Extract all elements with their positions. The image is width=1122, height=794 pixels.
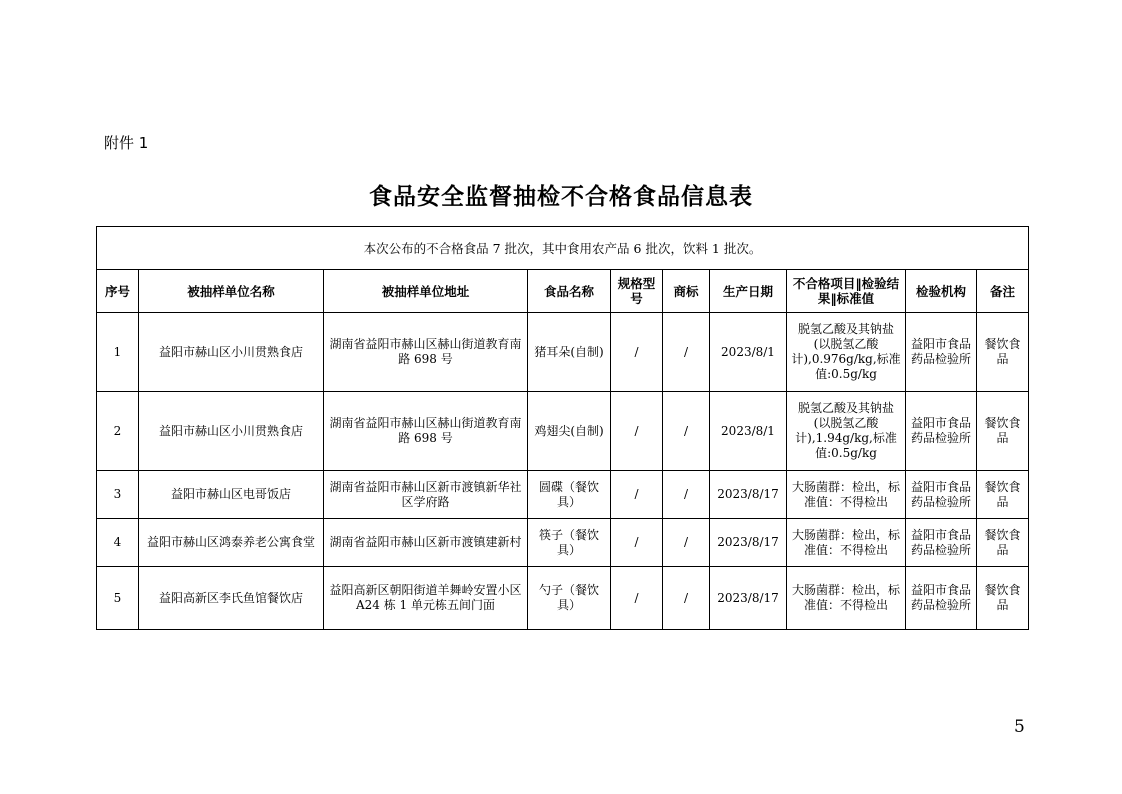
cell-brand: / [663,392,710,471]
cell-seq: 1 [97,313,139,392]
cell-unit-name: 益阳市赫山区鸿泰养老公寓食堂 [139,519,324,567]
cell-prod-date: 2023/8/17 [710,519,787,567]
cell-unit-address: 益阳高新区朝阳街道羊舞岭安置小区 A24 栋 1 单元栋五间门面 [324,567,528,630]
header-spec: 规格型号 [611,270,663,313]
header-agency: 检验机构 [906,270,977,313]
cell-unit-address: 湖南省益阳市赫山区赫山街道教育南路 698 号 [324,392,528,471]
cell-failed-item: 脱氢乙酸及其钠盐(以脱氢乙酸计),0.976g/kg,标准值:0.5g/kg [787,313,906,392]
cell-food-name: 勺子（餐饮具） [528,567,611,630]
header-prod-date: 生产日期 [710,270,787,313]
cell-prod-date: 2023/8/1 [710,392,787,471]
cell-failed-item: 大肠菌群：检出，标准值：不得检出 [787,519,906,567]
cell-spec: / [611,567,663,630]
cell-remark: 餐饮食品 [977,392,1029,471]
cell-prod-date: 2023/8/17 [710,567,787,630]
header-unit-name: 被抽样单位名称 [139,270,324,313]
cell-food-name: 鸡翅尖(自制) [528,392,611,471]
cell-food-name: 圆碟（餐饮具） [528,471,611,519]
header-failed-item: 不合格项目‖检验结果‖标准值 [787,270,906,313]
header-seq: 序号 [97,270,139,313]
cell-agency: 益阳市食品药品检验所 [906,471,977,519]
cell-remark: 餐饮食品 [977,471,1029,519]
page-number: 5 [1014,717,1025,737]
cell-unit-address: 湖南省益阳市赫山区新市渡镇新华社区学府路 [324,471,528,519]
cell-spec: / [611,392,663,471]
table-row [97,392,1029,471]
cell-unit-name: 益阳市赫山区小川贯熟食店 [139,392,324,471]
cell-spec: / [611,519,663,567]
header-brand: 商标 [663,270,710,313]
cell-failed-item: 大肠菌群：检出，标准值：不得检出 [787,471,906,519]
cell-failed-item: 脱氢乙酸及其钠盐(以脱氢乙酸计),1.94g/kg,标准值:0.5g/kg [787,392,906,471]
cell-seq: 3 [97,471,139,519]
cell-prod-date: 2023/8/1 [710,313,787,392]
cell-remark: 餐饮食品 [977,519,1029,567]
annex-label: 附件 1 [104,134,149,152]
cell-unit-address: 湖南省益阳市赫山区赫山街道教育南路 698 号 [324,313,528,392]
cell-brand: / [663,567,710,630]
cell-remark: 餐饮食品 [977,567,1029,630]
cell-spec: / [611,313,663,392]
cell-spec: / [611,471,663,519]
cell-remark: 餐饮食品 [977,313,1029,392]
cell-unit-name: 益阳市赫山区电哥饭店 [139,471,324,519]
cell-failed-item: 大肠菌群：检出，标准值：不得检出 [787,567,906,630]
cell-unit-name: 益阳高新区李氏鱼馆餐饮店 [139,567,324,630]
cell-food-name: 筷子（餐饮具） [528,519,611,567]
document-title: 食品安全监督抽检不合格食品信息表 [369,184,753,210]
cell-seq: 5 [97,567,139,630]
header-food-name: 食品名称 [528,270,611,313]
table-row [97,567,1029,630]
cell-agency: 益阳市食品药品检验所 [906,313,977,392]
header-remark: 备注 [977,270,1029,313]
cell-brand: / [663,471,710,519]
table-row [97,519,1029,567]
table-header-row [97,270,1029,313]
cell-agency: 益阳市食品药品检验所 [906,392,977,471]
cell-unit-address: 湖南省益阳市赫山区新市渡镇建新村 [324,519,528,567]
header-unit-address: 被抽样单位地址 [324,270,528,313]
unqualified-food-table [96,226,1029,630]
cell-brand: / [663,519,710,567]
cell-agency: 益阳市食品药品检验所 [906,567,977,630]
cell-food-name: 猪耳朵(自制) [528,313,611,392]
cell-prod-date: 2023/8/17 [710,471,787,519]
cell-agency: 益阳市食品药品检验所 [906,519,977,567]
cell-seq: 2 [97,392,139,471]
table-row [97,313,1029,392]
table-row [97,471,1029,519]
cell-seq: 4 [97,519,139,567]
summary-text: 本次公布的不合格食品 7 批次，其中食用农产品 6 批次，饮料 1 批次。 [97,227,1029,270]
cell-unit-name: 益阳市赫山区小川贯熟食店 [139,313,324,392]
cell-brand: / [663,313,710,392]
